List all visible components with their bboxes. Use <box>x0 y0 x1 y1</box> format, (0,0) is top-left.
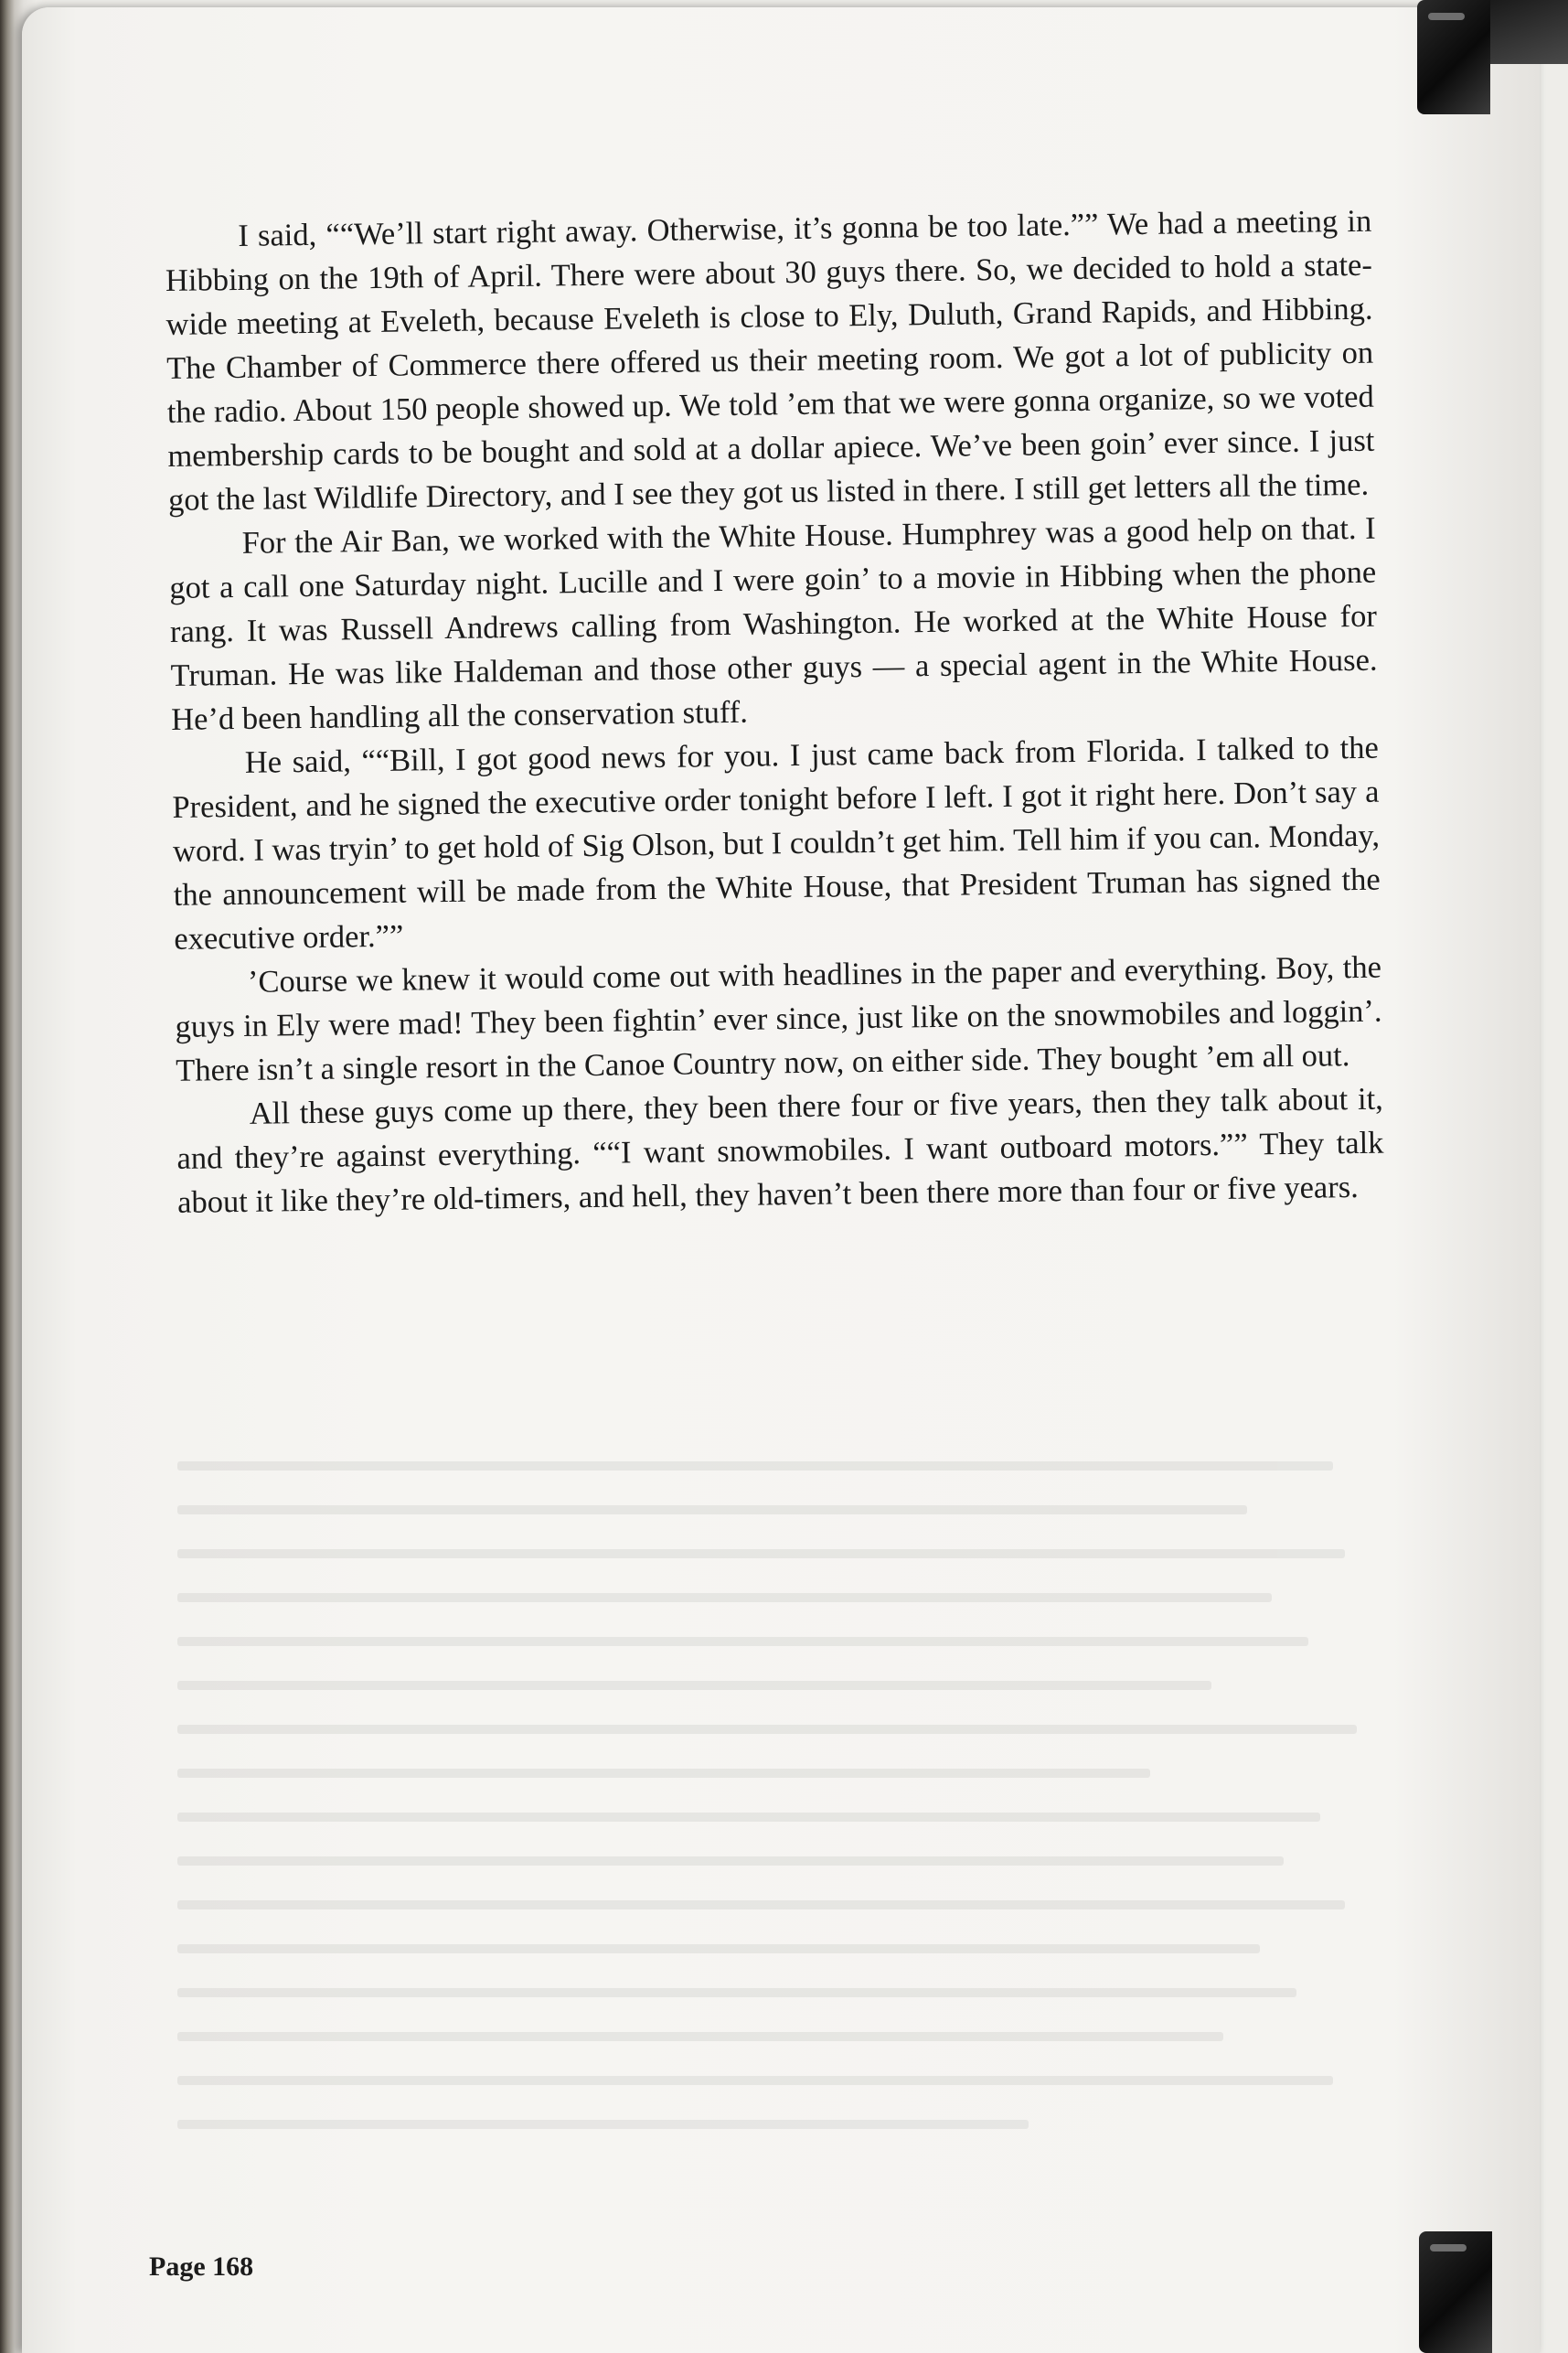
paragraph-3: He said, ““Bill, I got good news for you. I just came back from Florida. I talked to the President, and he signed the executive order tonight before I left. I got it right here. Don’t say a word. I was tryin’ to get hold of Sig Olson, but I couldn’t get him. Tell him if you can. Monday, the announcement will be made from the White House, that President Truman has signed the executive order.”” <box>172 730 1381 957</box>
paragraph-5: All these guys come up there, they been there four or five years, then they talk about it, and they’re against everything. ““I want snowmobiles. I want outboard motors.”” They talk about it like they’re old-timers, and hell, they haven’t been there more than four or five years. <box>176 1081 1384 1220</box>
show-through-text <box>177 1461 1393 2193</box>
page-number: Page 168 <box>149 2251 254 2282</box>
paragraph-1: I said, ““We’ll start right away. Otherwise, it’s gonna be too late.”” We had a meeting in Hibbing on the 19th of April. There were about 30 guys there. So, we decided to hold a state-wide meeting at Eveleth, because Eveleth is close to Ely, Duluth, Grand Rapids, and Hibbing. The Chamber of Commerce there offered us their meeting room. We got a lot of publicity on the radio. About 150 people showed up. We told ’em that we were gonna organize, so we voted membership cards to be bought and sold at a dollar apiece. We’ve been goin’ ever since. I just got the last Wildlife Directory, and I see they got us listed in there. I still get letters all the time. <box>165 203 1375 518</box>
binder-clip-bottom <box>1419 2231 1492 2353</box>
binder-clip-top <box>1417 0 1490 114</box>
body-text <box>165 199 1384 1225</box>
paragraph-4: ’Course we knew it would come out with headlines in the paper and everything. Boy, the guys in Ely were mad! They been fightin’ ever since, just like on the snowmobiles and loggin’. There isn’t a single resort in the Canoe Country now, on either side. They bought ’em all out. <box>175 949 1382 1088</box>
clip-top-edge <box>1490 0 1568 64</box>
paragraph-2: For the Air Ban, we worked with the White House. Humphrey was a good help on that. I got a call one Saturday night. Lucille and I were goin’ to a movie in Hibbing when the phone rang. It was Russell Andrews calling from Washington. He worked at the White House for Truman. He was like Haldeman and those other guys — a special agent in the White House. He’d been handling all the conservation stuff. <box>169 510 1378 737</box>
